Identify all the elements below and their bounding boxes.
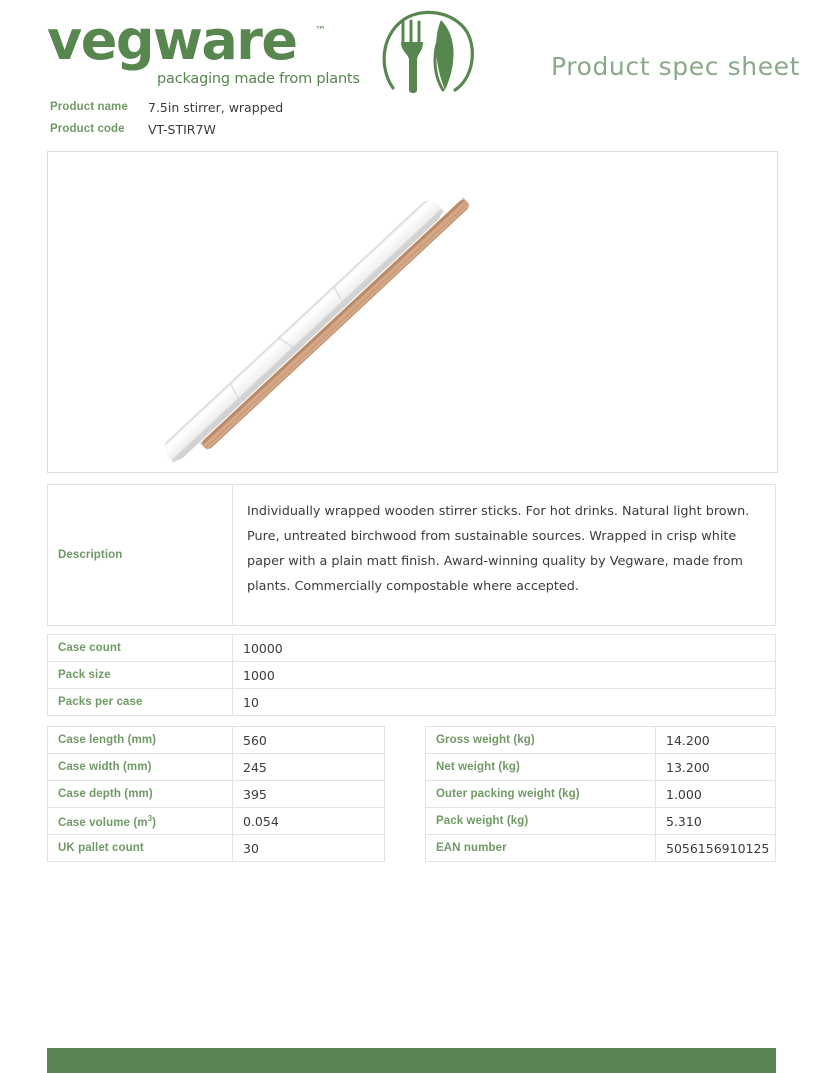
pack-weight-value: 5.310: [656, 808, 776, 835]
packs-per-case-label: Packs per case: [48, 689, 233, 716]
table-row: [48, 689, 776, 716]
case-count-value: 10000: [233, 635, 776, 662]
table-row: [48, 754, 385, 781]
table-row: [48, 635, 776, 662]
case-depth-value: 395: [233, 781, 385, 808]
pack-size-label: Pack size: [48, 662, 233, 689]
case-volume-value: 0.054: [233, 808, 385, 835]
ean-number-value: 5056156910125: [656, 835, 776, 862]
description-table: [47, 484, 776, 626]
uk-pallet-count-label: UK pallet count: [48, 835, 233, 862]
page-title: Product spec sheet: [551, 52, 801, 81]
product-photo: [48, 152, 777, 472]
case-length-label: Case length (mm): [48, 727, 233, 754]
outer-packing-weight-value: 1.000: [656, 781, 776, 808]
case-count-label: Case count: [48, 635, 233, 662]
table-row: [48, 485, 776, 626]
product-code-row: [50, 118, 750, 140]
case-length-value: 560: [233, 727, 385, 754]
dimensions-table: [47, 726, 385, 862]
description-label: Description: [48, 485, 233, 626]
case-width-value: 245: [233, 754, 385, 781]
pack-weight-label: Pack weight (kg): [426, 808, 656, 835]
outer-packing-weight-label: Outer packing weight (kg): [426, 781, 656, 808]
logo-tagline: packaging made from plants: [157, 71, 360, 87]
description-text: Individually wrapped wooden stirrer sticks. For hot drinks. Natural light brown. Pure, untreated birchwood from sustainable sources. Wrapped in crisp white paper with a plain matt finish. Award-winning quality by Vegware, made from plants. Commercially compostable where accepted.: [233, 485, 776, 626]
gross-weight-value: 14.200: [656, 727, 776, 754]
table-row: [426, 754, 776, 781]
table-row: [48, 835, 385, 862]
packs-per-case-value: 10: [233, 689, 776, 716]
table-row: [48, 781, 385, 808]
product-name-row: [50, 96, 750, 118]
table-row: [426, 808, 776, 835]
ean-number-label: EAN number: [426, 835, 656, 862]
net-weight-value: 13.200: [656, 754, 776, 781]
uk-pallet-count-value: 30: [233, 835, 385, 862]
table-row: [48, 808, 385, 835]
logo-wordmark: vegware: [47, 9, 297, 72]
case-volume-label: Case volume $(m^3)$: [48, 808, 233, 835]
case-depth-label: Case depth (mm): [48, 781, 233, 808]
page-header: [0, 0, 826, 95]
net-weight-label: Net weight (kg): [426, 754, 656, 781]
product-name-label: Product name: [50, 101, 128, 113]
table-row: [426, 835, 776, 862]
product-name-value: 7.5in stirrer, wrapped: [148, 99, 284, 115]
table-row: [426, 727, 776, 754]
case-width-label: Case width (mm): [48, 754, 233, 781]
table-row: [48, 662, 776, 689]
pack-size-value: 1000: [233, 662, 776, 689]
footer-band: [47, 1048, 776, 1073]
gross-weight-label: Gross weight (kg): [426, 727, 656, 754]
vegware-logo: [47, 8, 437, 96]
product-image-frame: [47, 151, 778, 473]
weights-table: [425, 726, 776, 862]
product-code-label: Product code: [50, 123, 125, 135]
trademark-icon: ™: [315, 24, 326, 37]
product-code-value: VT-STIR7W: [148, 121, 216, 137]
product-meta: [50, 96, 750, 140]
table-row: [48, 727, 385, 754]
fork-and-leaf-icon: [377, 10, 477, 98]
counts-table: [47, 634, 776, 716]
table-row: [426, 781, 776, 808]
